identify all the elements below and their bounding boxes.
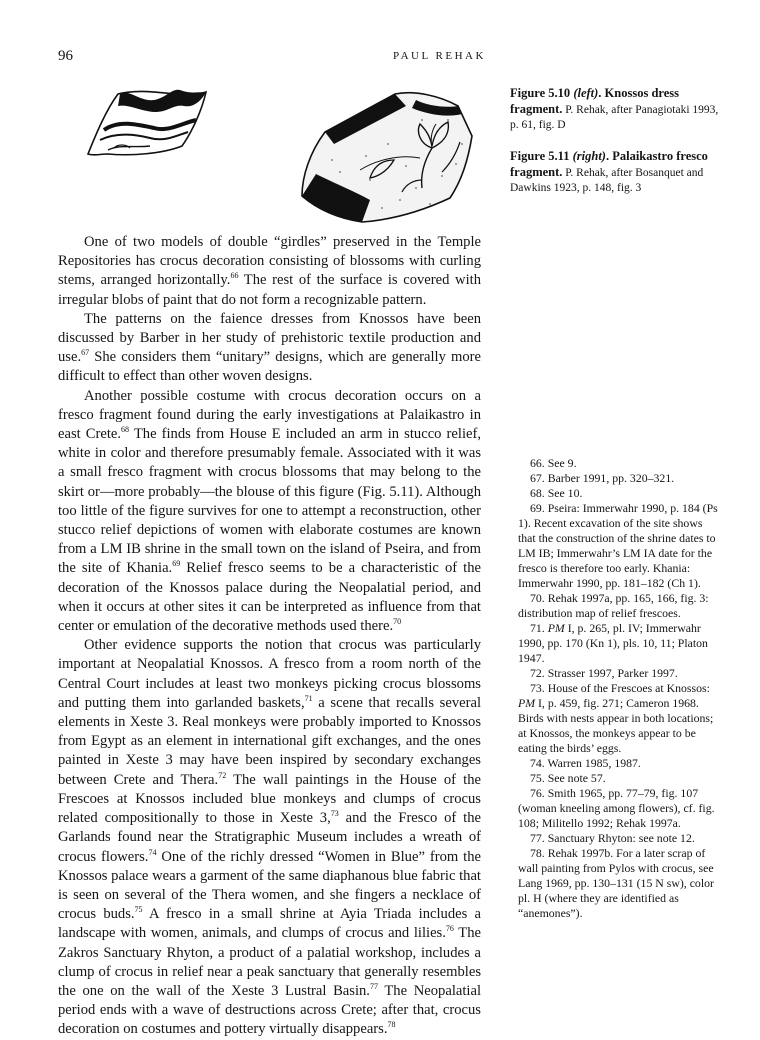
text-run: 78. Rehak 1997b. For a later scrap of wall painting from Pylos with crocus, see Lang 1969, pp. 130–131 (15 N sw), color pl. H (where they are identified as “anemones”). <box>518 846 714 920</box>
text-run: 69. Pseira: Immerwahr 1990, p. 184 (Ps 1). Recent excavation of the site shows that the construction of the shrine dates to LM IB; Immerwahr’s LM IA date for the fresco is therefore too early. Khania: Immerwahr 1990, pp. 181–182 (Ch 1). <box>518 501 718 590</box>
endnote <box>508 846 720 921</box>
body-paragraph <box>58 233 481 310</box>
footnote-ref: 67 <box>81 348 90 358</box>
text-run: 77. Sanctuary Rhyton: see note 12. <box>530 831 695 845</box>
endnotes <box>508 456 720 921</box>
text-run: a scene that recalls several elements in Xeste 3. Real monkeys were probably imported to Knossos from Egypt as an element in international gift exchanges, and the ones painted in Xeste 3 may have been inspired by secondary exchanges between Crete and Thera. <box>58 694 481 788</box>
text-run: 73. House of the Frescoes at Knossos: <box>530 681 710 695</box>
text-run: The finds from House E included an arm in stucco relief, white in color and therefore presumably female. Associated with it was a small fresco fragment with crocus blossoms that may belong to the skirt or—more probably—the blouse of this figure (Fig. 5.11). Although too little of the figure survives for one to attempt a reconstruction, other stucco relief depictions of women with elaborate costumes are known from a LM IB shrine in the small town on the island of Pseira, and from the site of Khania. <box>58 426 481 577</box>
text-run: The Zakros Sanctuary Rhyton, a product of a palatial workshop, includes a clump of crocus in relief near a peak sanctuary that generally resembles the one on the wall of the Xeste 3 Lustral Basin. <box>58 925 481 999</box>
endnote <box>508 501 720 591</box>
text-run: and the Fresco of the Garlands found near the Stratigraphic Museum includes a wreath of crocus flowers. <box>58 810 482 865</box>
running-head: PAUL REHAK <box>393 50 486 62</box>
text-run: Another possible costume with crocus decoration occurs on a fresco fragment found during the early investigations at Palaikastro in east Crete. <box>58 387 481 443</box>
italic-text: PM <box>547 621 565 635</box>
footnote-ref: 73 <box>330 809 339 819</box>
footnote-ref: 78 <box>387 1020 396 1030</box>
endnote <box>508 666 720 681</box>
footnote-ref: 68 <box>121 425 130 435</box>
text-run: 72. Strasser 1997, Parker 1997. <box>530 666 678 680</box>
figure-caption: Figure 5.11 (right). Palaikastro fresco fragment. P. Rehak, after Bosanquet and Dawkins 1923, p. 148, fig. 3 <box>510 149 708 194</box>
footnote-ref: 71 <box>304 694 313 704</box>
text-run: 75. See note 57. <box>530 771 606 785</box>
text-run: 66. See 9. <box>530 456 577 470</box>
footnote-ref: 77 <box>369 982 378 992</box>
text-run: A fresco in a small shrine at Ayia Triada includes a landscape with women, animals, and clumps of crocus and lilies. <box>58 906 481 942</box>
footnote-ref: 69 <box>172 559 181 569</box>
footnote-ref: 66 <box>230 271 239 281</box>
endnote <box>508 831 720 846</box>
endnote <box>508 591 720 621</box>
endnote <box>508 471 720 486</box>
text-run: The patterns on the faience dresses from Knossos have been discussed by Barber in her study of prehistoric textile production and use. <box>58 310 481 366</box>
endnote <box>508 681 720 756</box>
italic-text: PM <box>518 696 536 710</box>
text-run: 67. Barber 1991, pp. 320–321. <box>530 471 675 485</box>
text-run: She considers them “unitary” designs, which are generally more difficult to effect than other woven designs. <box>58 349 481 385</box>
text-run: Other evidence supports the notion that crocus was particularly important at Neopalatial Knossos. A fresco from a room north of the Central Court includes at least two monkeys picking crocus blossoms and putting them into garlanded baskets, <box>58 637 481 711</box>
footnote-ref: 70 <box>393 617 402 627</box>
text-run: The rest of the surface is covered with irregular blobs of paint that do not form a recognizable pattern. <box>58 272 481 308</box>
text-run: I, p. 265, pl. IV; Immerwahr 1990, pp. 170 (Kn 1), pls. 10, 11; Platon 1947. <box>518 621 708 665</box>
footnote-ref: 76 <box>445 924 454 934</box>
endnote <box>508 756 720 771</box>
text-run: 68. See 10. <box>530 486 583 500</box>
endnote <box>508 786 720 831</box>
body-text <box>58 233 481 1040</box>
text-run: One of two models of double “girdles” preserved in the Temple Repositories has crocus decoration consisting of blossoms with curling stems, arranged horizontally. <box>58 234 481 289</box>
text-run: 71. <box>530 621 548 635</box>
knossos-dress-fragment-drawing <box>88 90 206 155</box>
figure-illustrations <box>70 80 480 225</box>
footnote-ref: 75 <box>134 905 143 915</box>
text-run: The Neopalatial period ends with a wave of destructions across Crete; after that, crocus decoration on costumes and pottery virtually disappears. <box>58 982 482 1038</box>
endnote <box>508 771 720 786</box>
endnote <box>508 621 720 666</box>
body-paragraph <box>58 636 481 1039</box>
text-run: The wall paintings in the House of the Frescoes at Knossos included blue monkeys and clumps of crocus related compositionally to those in Xeste 3, <box>58 771 482 827</box>
endnote <box>508 486 720 501</box>
body-paragraph <box>58 310 481 387</box>
palaikastro-fresco-fragment-drawing <box>302 93 472 222</box>
text-run: 70. Rehak 1997a, pp. 165, 166, fig. 3: distribution map of relief frescoes. <box>518 591 709 620</box>
text-run: Relief fresco seems to be a characteristic of the decoration of the Knossos palace during the Neopalatial period, and when it occurs at other sites it can be interpreted as influence from that center or emulation of the decorative methods used there. <box>58 560 481 635</box>
page-number: 96 <box>58 48 73 64</box>
footnote-ref: 72 <box>218 770 227 780</box>
endnote <box>508 456 720 471</box>
figure-caption: Figure 5.10 (left). Knossos dress fragment. P. Rehak, after Panagiotaki 1993, p. 61, fig. D <box>510 86 719 131</box>
text-run: 74. Warren 1985, 1987. <box>530 756 641 770</box>
footnote-ref: 74 <box>148 847 157 857</box>
figure-captions <box>510 86 720 212</box>
text-run: I, p. 459, fig. 271; Cameron 1968. Birds with nests appear in both locations; at Knossos, the monkeys appear to be eating the birds’ eggs. <box>518 696 714 755</box>
body-paragraph <box>58 387 481 637</box>
text-run: 76. Smith 1965, pp. 77–79, fig. 107 (woman kneeling among flowers), cf. fig. 108; Militello 1992; Rehak 1997a. <box>518 786 715 830</box>
text-run: One of the richly dressed “Women in Blue” from the Knossos palace wears a garment of the same diaphanous blue fabric that is seen on several of the Thera women, and she fingers a necklace of crocus buds. <box>58 848 482 923</box>
